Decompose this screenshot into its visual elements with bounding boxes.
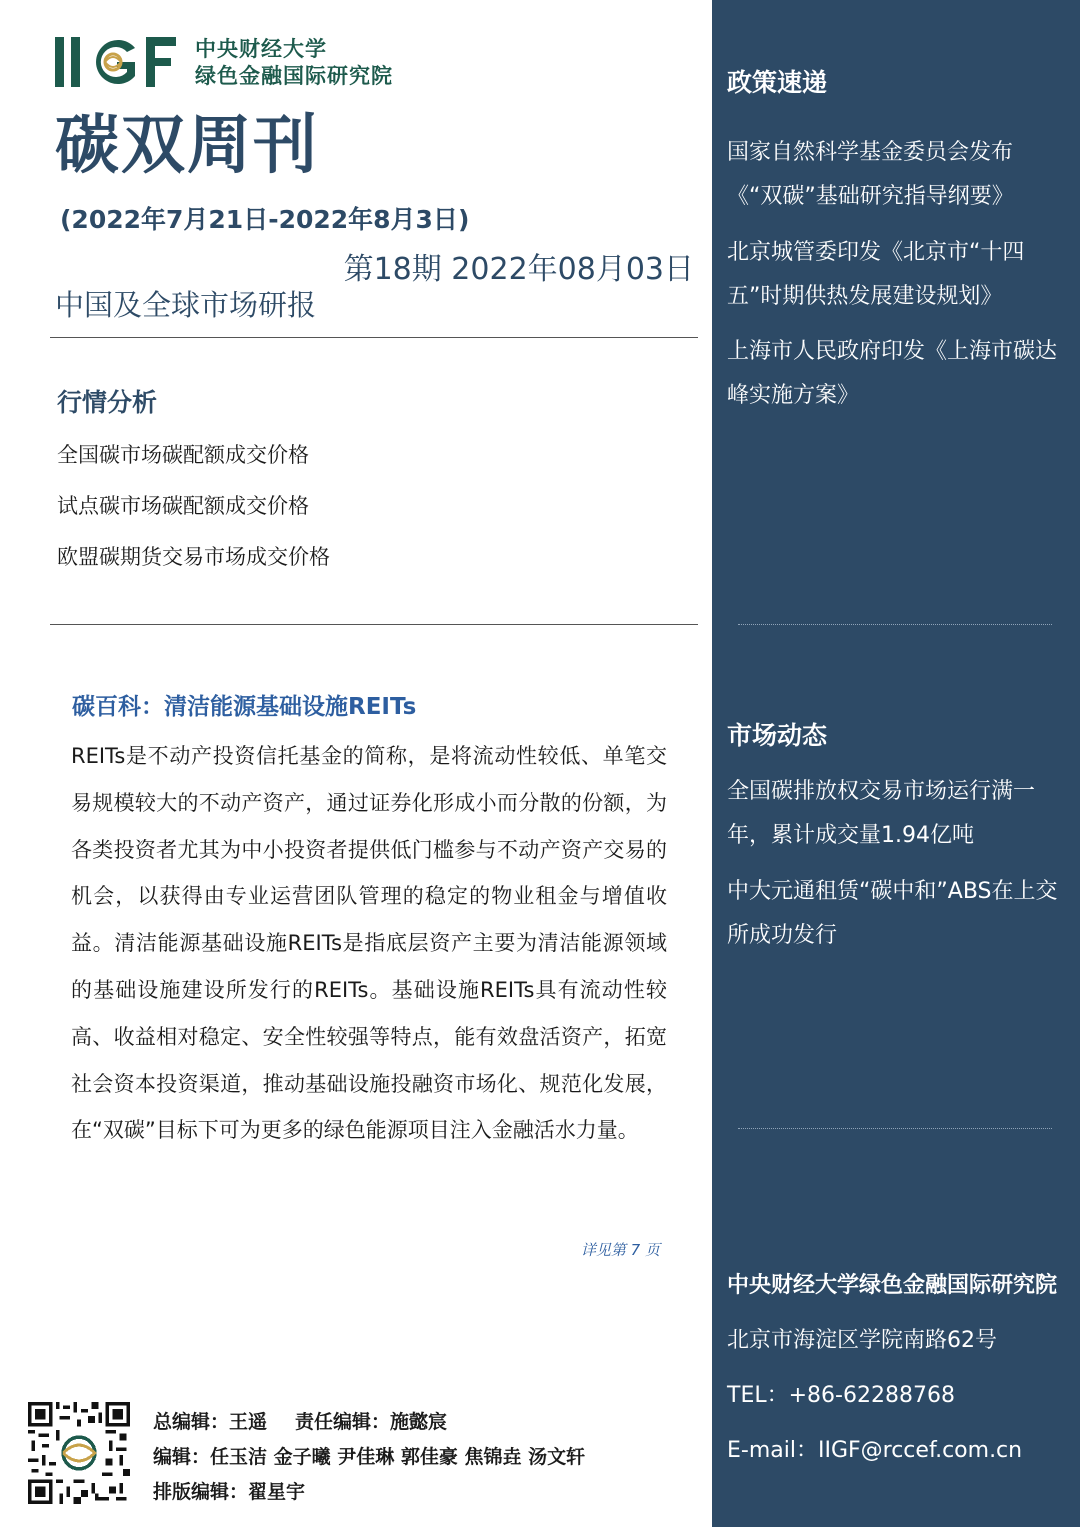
analysis-heading: 行情分析 [57, 388, 158, 417]
date-range: (2022年7月21日-2022年8月3日) [60, 205, 470, 234]
logo-text-line1: 中央财经大学 [195, 37, 327, 61]
sidebar-divider [738, 1128, 1052, 1129]
analysis-list [57, 440, 330, 593]
policy-heading: 政策速递 [727, 68, 828, 97]
market-item[interactable]: 全国碳排放权交易市场运行满一年，累计成交量1.94亿吨 [727, 779, 1036, 848]
page-title: 碳双周刊 [55, 109, 319, 183]
responsible-editor: 责任编辑：施懿宸 [295, 1411, 448, 1433]
market-heading: 市场动态 [727, 721, 828, 750]
editors-row-1 [153, 1405, 585, 1440]
analysis-item: 试点碳市场碳配额成交价格 [57, 494, 309, 518]
address: 北京市海淀区学院南路62号 [727, 1328, 997, 1353]
page-subtitle: 中国及全球市场研报 [55, 288, 317, 322]
layout-editor: 排版编辑：翟星宇 [153, 1481, 306, 1503]
email[interactable]: E-mail：IIGF@rccef.com.cn [727, 1438, 1023, 1463]
sidebar-divider [738, 624, 1052, 625]
analysis-item: 欧盟碳期货交易市场成交价格 [57, 545, 330, 569]
iigf-logo-icon [55, 34, 179, 90]
editors-row-2: 编辑：任玉洁 金子曦 尹佳琳 郭佳豪 焦锦垚 汤文轩 [153, 1446, 586, 1468]
policy-item[interactable]: 上海市人民政府印发《上海市碳达峰实施方案》 [727, 339, 1058, 408]
logo-text-line2: 绿色金融国际研究院 [195, 64, 393, 88]
qr-code-icon [28, 1402, 130, 1504]
see-page-link[interactable]: 详见第 7 页 [580, 1241, 660, 1259]
wiki-heading: 碳百科：清洁能源基础设施REITs [72, 694, 417, 720]
org-name: 中央财经大学绿色金融国际研究院 [727, 1273, 1058, 1298]
divider [50, 624, 698, 625]
market-item[interactable]: 中大元通租赁“碳中和”ABS在上交所成功发行 [727, 879, 1058, 948]
wiki-body: REITs是不动产投资信托基金的简称，是将流动性较低、单笔交易规模较大的不动产资产，通过证券化形成小而分散的份额，为各类投资者尤其为中小投资者提供低门槛参与不动产资产交易的机会，以获得由专业运营团队管理的稳定的物业租金与增值收益。清洁能源基础设施REITs是指底层资产主要为清洁能源领域的基础设施建设所发行的REITs。基础设施REITs具有流动性较高、收益相对稳定、安全性较强等特点，能有效盘活资产，拓宽社会资本投资渠道，推动基础设施投融资市场化、规范化发展，在“双碳”目标下可为更多的绿色能源项目注入金融活水力量。 [71, 744, 667, 1143]
policy-item[interactable]: 国家自然科学基金委员会发布《“双碳”基础研究指导纲要》 [727, 140, 1014, 209]
policy-item[interactable]: 北京城管委印发《北京市“十四五”时期供热发展建设规划》 [727, 240, 1025, 309]
telephone: TEL：+86-62288768 [727, 1383, 955, 1408]
logo-org-text [195, 36, 393, 90]
issue-info: 第18期 2022年08月03日 [343, 252, 694, 287]
divider [50, 337, 698, 338]
chief-editor: 总编辑：王遥 [153, 1411, 268, 1433]
analysis-item: 全国碳市场碳配额成交价格 [57, 443, 309, 467]
iigf-logo [55, 34, 415, 90]
editors-block [153, 1405, 585, 1510]
